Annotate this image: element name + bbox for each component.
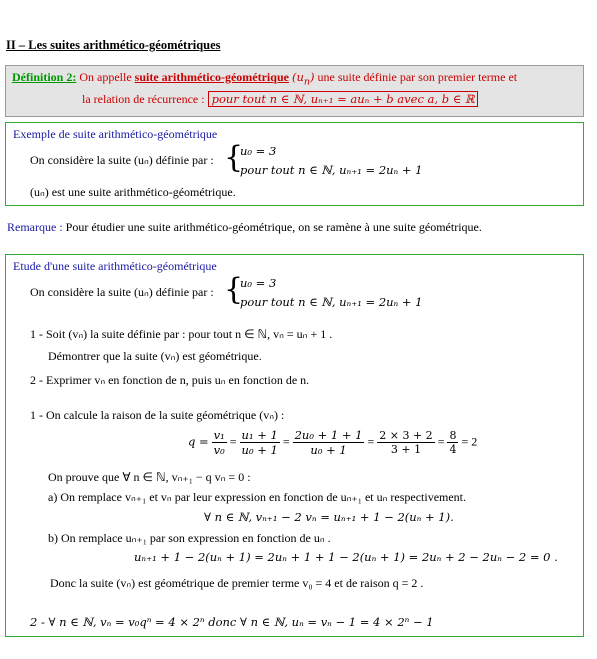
fraction-5: $\frac{8}{4}$ bbox=[449, 429, 457, 456]
example-consider: On considère la suite (uₙ) définie par : bbox=[30, 153, 214, 167]
step-b-equation: uₙ₊₁ + 1 − 2(uₙ + 1) = 2uₙ + 1 + 1 − 2(uₙ + 1) = 2uₙ + 2 − 2uₙ − 2 = 0 . bbox=[134, 550, 558, 564]
study-consider: On considère la suite (uₙ) définie par : bbox=[30, 285, 214, 299]
fraction-4: $\frac{2 \times 3 + 2}{3 + 1}$ bbox=[379, 429, 433, 456]
section-title: II – Les suites arithmético-géométriques bbox=[6, 38, 221, 52]
example-system-2: pour tout n ∈ ℕ, uₙ₊₁ = 2uₙ + 1 bbox=[240, 163, 423, 177]
example-brace: { bbox=[224, 140, 244, 175]
definition-term: suite arithmético-géométrique bbox=[134, 70, 289, 84]
definition-line-1 bbox=[12, 70, 517, 87]
ratio-q: q = bbox=[188, 434, 209, 449]
ratio-equation: q = $\frac{\text{v₁}}{\text{v₀}}$ = $\frac{\text{u₁ + 1}}{\text{u₀ + 1}}$ = $\frac{\text{2u₀ + 1 + 1}}{\text{u₀ + 1}}$ = $\frac{2 \times 3 + 2}{3 + 1}$ = $\frac{8}{4}$ = 2 bbox=[188, 428, 478, 457]
fraction-1: $\frac{\text{v₁}}{\text{v₀}}$ bbox=[213, 428, 225, 457]
definition-label: Définition 2: bbox=[12, 70, 77, 84]
example-system-1: u₀ = 3 bbox=[240, 144, 277, 158]
study-box bbox=[5, 254, 584, 637]
definition-box bbox=[5, 65, 584, 117]
remark-label: Remarque : bbox=[7, 220, 63, 234]
question-2: 2 - Exprimer vₙ en fonction de n, puis uₙ en fonction de n. bbox=[30, 373, 310, 387]
answer-2: 2 - ∀ n ∈ ℕ, vₙ = v₀qⁿ = 4 × 2ⁿ donc ∀ n ∈ ℕ, uₙ = vₙ − 1 = 4 × 2ⁿ − 1 bbox=[30, 615, 434, 629]
example-conclusion: (uₙ) est une suite arithmético-géométrique. bbox=[30, 185, 236, 199]
definition-line-2 bbox=[82, 92, 478, 107]
conclusion-geometric: Donc la suite (vₙ) est géométrique de premier terme v₀ = 4 et de raison q = 2 . bbox=[50, 576, 424, 590]
step-a: a) On remplace vₙ₊₁ et vₙ par leur expression en fonction de uₙ₊₁ et uₙ respectivement. bbox=[48, 490, 467, 504]
definition-line2-text: la relation de récurrence : bbox=[82, 92, 205, 106]
study-title: Etude d'une suite arithmético-géométrique bbox=[13, 259, 217, 273]
step-b: b) On remplace uₙ₊₁ par son expression en fonction de uₙ . bbox=[48, 531, 331, 545]
remark-text: Pour étudier une suite arithmético-géométrique, on se ramène à une suite géométrique. bbox=[62, 220, 482, 234]
study-system-1: u₀ = 3 bbox=[240, 276, 277, 290]
step-a-equation: ∀ n ∈ ℕ, vₙ₊₁ − 2 vₙ = uₙ₊₁ + 1 − 2(uₙ + 1). bbox=[204, 510, 454, 524]
example-title: Exemple de suite arithmético-géométrique bbox=[13, 127, 218, 141]
ratio-result: = 2 bbox=[461, 434, 478, 449]
study-brace: { bbox=[224, 272, 244, 307]
question-1b: Démontrer que la suite (vₙ) est géométrique. bbox=[48, 349, 262, 363]
prove-statement: On prouve que ∀ n ∈ ℕ, vₙ₊₁ − q vₙ = 0 : bbox=[48, 470, 251, 484]
definition-sequence: $(u_n)$ bbox=[291, 70, 315, 88]
remark bbox=[7, 220, 482, 235]
fraction-2: $\frac{\text{u₁ + 1}}{\text{u₀ + 1}}$ bbox=[241, 428, 278, 457]
definition-text-b: une suite définie par son premier terme et bbox=[314, 70, 518, 84]
question-1: 1 - Soit (vₙ) la suite définie par : pour tout n ∈ ℕ, vₙ = uₙ + 1 . bbox=[30, 327, 333, 341]
study-system-2: pour tout n ∈ ℕ, uₙ₊₁ = 2uₙ + 1 bbox=[240, 295, 423, 309]
definition-relation: pour tout n ∈ ℕ, uₙ₊₁ = auₙ + b avec a, b ∈ ℝ bbox=[208, 91, 479, 107]
fraction-3: $\frac{\text{2u₀ + 1 + 1}}{\text{u₀ + 1}}$ bbox=[294, 428, 363, 457]
answer-1-intro: 1 - On calcule la raison de la suite géométrique (vₙ) : bbox=[30, 408, 285, 422]
example-box bbox=[5, 122, 584, 206]
definition-text-a: On appelle bbox=[76, 70, 135, 84]
